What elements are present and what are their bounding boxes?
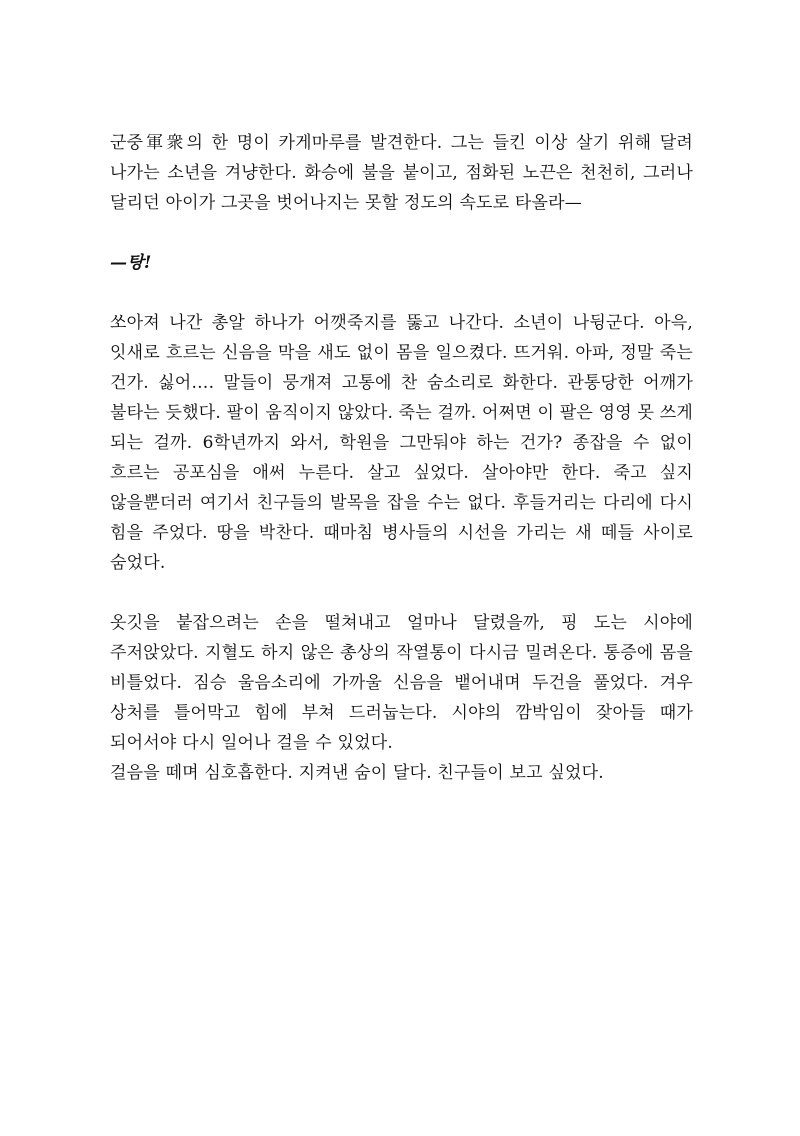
paragraph-escape: 옷깃을 붙잡으려는 손을 떨쳐내고 얼마나 달렸을까, 핑 도는 시야에 주저앉았다. 지혈도 하지 않은 총상의 작열통이 다시금 밀려온다. 통증에 몸을 비틀었다. 짐승 울음소리에 가까울 신음을 뱉어내며 두건을 풀었다. 겨우 상처를 틀어막고 힘에 부쳐 드러눕는다. 시야의 깜박임이 잦아들 때가 되어서야 다시 일어나 걸을 수 있었다.	[110, 613, 693, 753]
paragraph-closing: 걸음을 떼며 심호흡한다. 지켜낸 숨이 달다. 친구들이 보고 싶었다.	[110, 763, 604, 783]
document-page	[110, 128, 693, 788]
paragraph-gap	[110, 218, 693, 248]
paragraph-wounded: 쏘아져 나간 총알 하나가 어깻죽지를 뚫고 나간다. 소년이 나뒹군다. 아윽, 잇새로 흐르는 신음을 막을 새도 없이 몸을 일으켰다. 뜨거워. 아파, 정말 죽는 건가. 싫어…. 말들이 뭉개져 고통에 찬 숨소리로 화한다. 관통당한 어깨가 불타는 듯했다. 팔이 움직이지 않았다. 죽는 걸까. 어쩌면 이 팔은 영영 못 쓰게 되는 걸까. 6학년까지 와서, 학원을 그만둬야 하는 건가? 종잡을 수 없이 흐르는 공포심을 애써 누른다. 살고 싶었다. 살아야만 한다. 죽고 싶지 않을뿐더러 여기서 친구들의 발목을 잡을 수는 없다. 후들거리는 다리에 다시 힘을 주었다. 땅을 박찬다. 때마침 병사들의 시선을 가리는 새 떼들 사이로 숨었다.	[110, 313, 693, 573]
gunshot-exclamation: —탕!	[110, 253, 152, 273]
paragraph-discovery: 군중軍衆의 한 명이 카게마루를 발견한다. 그는 들킨 이상 살기 위해 달려 나가는 소년을 겨냥한다. 화승에 불을 붙이고, 점화된 노끈은 천천히, 그러나 달리던 아이가 그곳을 벗어나지는 못할 정도의 속도로 타올라—	[110, 133, 693, 213]
paragraph-gap	[110, 278, 693, 308]
paragraph-gap	[110, 578, 693, 608]
